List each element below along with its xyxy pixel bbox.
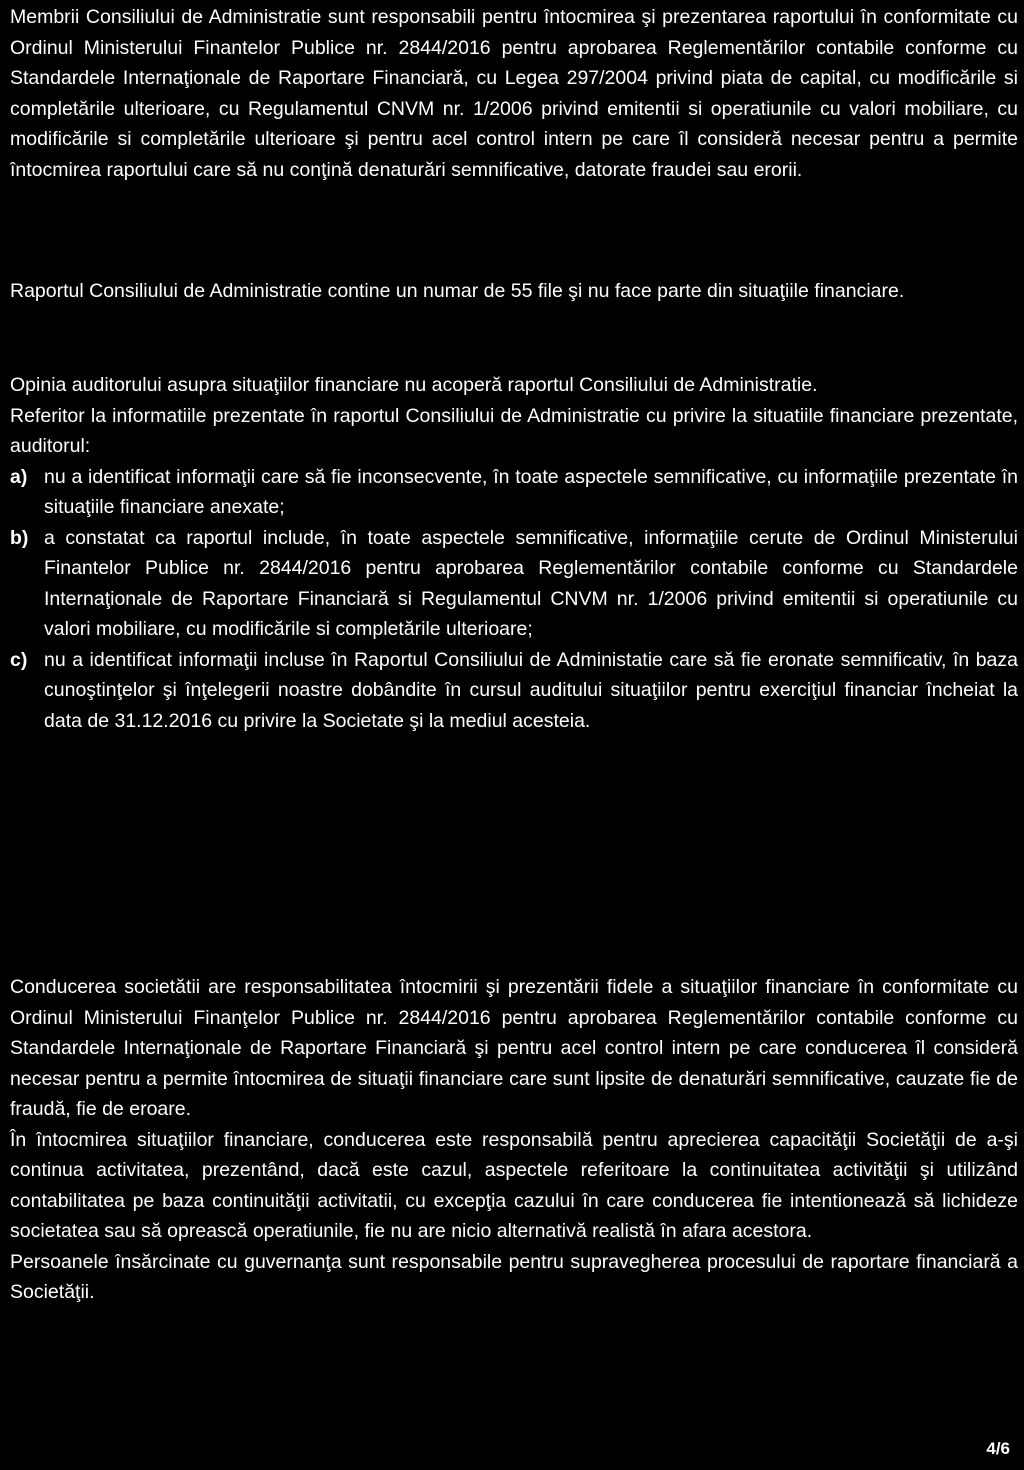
section-board-responsibility xyxy=(10,2,1018,185)
auditor-findings-list xyxy=(10,462,1018,737)
paragraph-going-concern: În întocmirea situaţiilor financiare, conducerea este responsabilă pentru aprecierea capacităţii Societăţii de a-şi continua activitatea, prezentând, dacă este cazul, aspectele referitoare la continuitatea activităţii şi utilizând contabilitatea pe baza continuităţii activitatii, cu excepţia cazului în care conducerea fie intentionează să lichideze societatea sau să oprească operatiunile, fie nu are nicio alternativă realistă în afara acestora. xyxy=(10,1128,1018,1242)
paragraph-report-scope: Raportul Consiliului de Administratie contine un numar de 55 file şi nu face parte din situaţiile financiare. xyxy=(10,280,905,302)
paragraph-auditor-intro: Referitor la informatiile prezentate în raportul Consiliului de Administratie cu privire la situatiile financiare prezentate, auditorul: xyxy=(10,404,1018,457)
list-item xyxy=(10,645,1018,737)
list-item-text: a constatat ca raportul include, în toate aspectele semnificative, informaţiile cerute de Ordinul Ministerului Finantelor Publice nr. 2844/2016 pentru aprobarea Reglementărilor contabile conforme cu Standardele Internaţionale de Raportare Financiară si Regulamentul CNVM nr. 1/2006 privind emitentii si operatiunile cu valori mobiliare, cu modificările si completările ulterioare; xyxy=(44,526,1018,640)
list-marker: b) xyxy=(10,526,29,549)
list-marker: c) xyxy=(10,648,28,671)
list-item xyxy=(10,523,1018,645)
list-item-text: nu a identificat informaţii care să fie inconsecvente, în toate aspectele semnificative, cu informaţiile prezentate în situaţiile financiare anexate; xyxy=(44,465,1018,518)
paragraph-board-responsibility: Membrii Consiliului de Administratie sunt responsabili pentru întocmirea şi prezentarea raportului în conformitate cu Ordinul Ministerului Finantelor Publice nr. 2844/2016 pentru aprobarea Reglementărilor contabile conforme cu Standardele Internaţionale de Raportare Financiară, cu Legea 297/2004 privind piata de capital, cu modificările si completările ulterioare, cu Regulamentul CNVM nr. 1/2006 privind emitentii si operatiunile cu valori mobiliare, cu modificările si completările ulterioare şi pentru acel control intern pe care îl consideră necesar pentru a permite întocmirea raportului care să nu conţină denaturări semnificative, datorate fraudei sau erorii. xyxy=(10,6,1018,181)
section-management-responsibility xyxy=(10,972,1018,1308)
list-item xyxy=(10,462,1018,523)
page-number: 4/6 xyxy=(986,1439,1010,1458)
list-marker: a) xyxy=(10,465,28,488)
paragraph-governance: Persoanele însărcinate cu guvernanţa sunt responsabile pentru supravegherea procesului de raportare financiară a Societăţii. xyxy=(10,1250,1018,1303)
section-report-scope xyxy=(10,276,1018,307)
paragraph-management-responsibility: Conducerea societătii are responsabilitatea întocmirii şi prezentării fidele a situaţiilor financiare în conformitate cu Ordinul Ministerului Finanţelor Publice nr. 2844/2016 pentru aprobarea Reglementărilor contabile conforme cu Standardele Internaţionale de Raportare Financiară şi pentru acel control intern pe care conducerea îl consideră necesar pentru a permite întocmirea de situaţii financiare care sunt lipsite de denaturări semnificative, cauzate fie de fraudă, fie de eroare. xyxy=(10,976,1018,1120)
section-auditor-opinion xyxy=(10,370,1018,736)
paragraph-auditor-opinion: Opinia auditorului asupra situaţiilor financiare nu acoperă raportul Consiliului de Administratie. xyxy=(10,374,818,396)
list-item-text: nu a identificat informaţii incluse în Raportul Consiliului de Administatie care să fie eronate semnificativ, în baza cunoştinţelor şi înţelegerii noastre dobândite în cursul auditului situaţiilor pentru exerciţiul financiar încheiat la data de 31.12.2016 cu privire la Societate şi la mediul acesteia. xyxy=(44,648,1018,732)
